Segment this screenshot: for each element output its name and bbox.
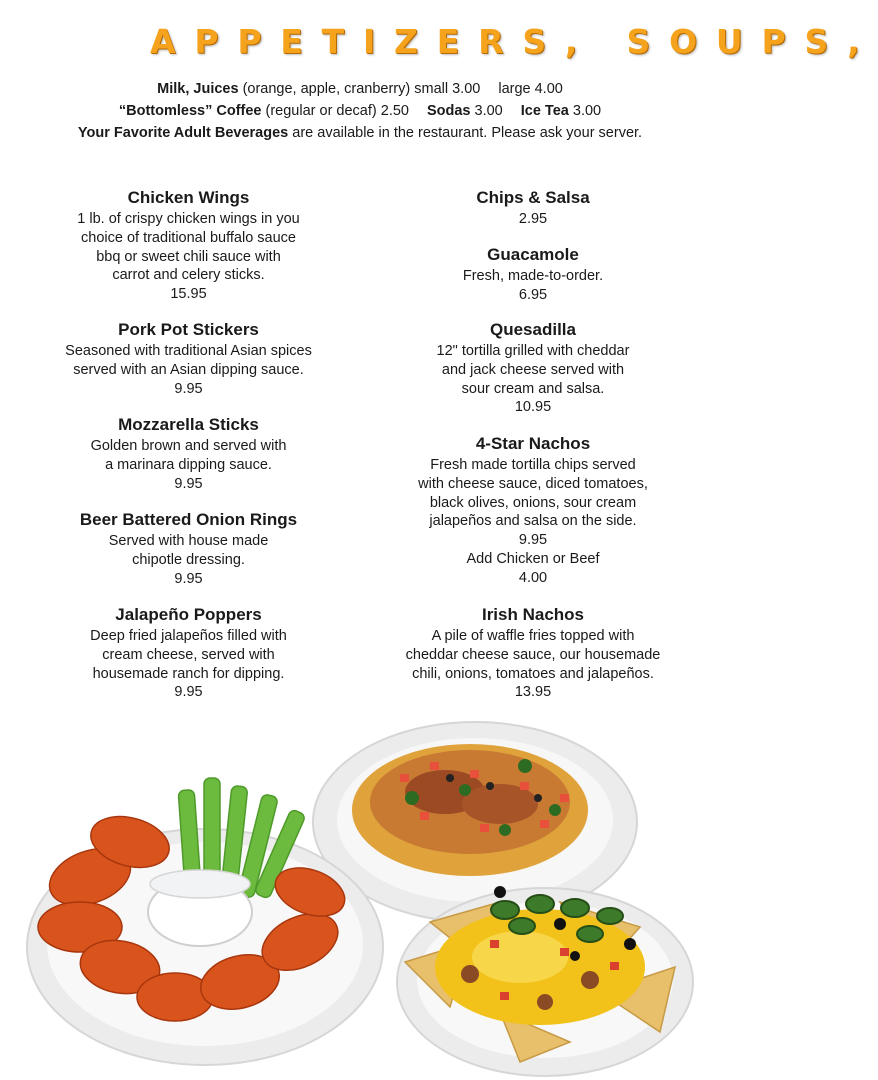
ice-tea-price: 3.00	[568, 103, 602, 119]
coffee-desc: (regular or decaf) 2.50	[261, 103, 409, 119]
item-description: Fresh made tortilla chips served with cheese sauce, diced tomatoes, black olives, onions, sour cream jalapeños and salsa on the side.	[418, 457, 648, 530]
coffee-name: “Bottomless” Coffee	[118, 103, 262, 119]
beverage-line-milk	[0, 78, 720, 100]
item-name: Irish Nachos	[481, 605, 585, 624]
item-price: 2.95	[518, 211, 548, 227]
menu-item-irish-nachos	[380, 603, 686, 702]
beverage-line-coffee	[0, 100, 720, 122]
item-price: 9.95 Add Chicken or Beef 4.00	[466, 532, 600, 586]
item-description: 1 lb. of crispy chicken wings in you choice of traditional buffalo sauce bbq or sweet chili sauce with carrot and celery sticks.	[77, 211, 300, 284]
item-description: Fresh, made-to-order.	[462, 268, 604, 284]
menu-item-mozzarella-sticks	[36, 413, 341, 493]
beverage-line-adult	[0, 122, 720, 144]
ice-tea-name: Ice Tea	[520, 103, 569, 119]
beverages-section	[0, 78, 720, 144]
menu-item-onion-rings	[36, 508, 341, 588]
menu-item-4-star-nachos	[380, 432, 686, 588]
item-name: Beer Battered Onion Rings	[79, 510, 298, 529]
item-description: Seasoned with traditional Asian spices served with an Asian dipping sauce.	[65, 343, 312, 378]
sodas-price: 3.00	[470, 103, 503, 119]
item-description: A pile of waffle fries topped with cheddar cheese sauce, our housemade chili, onions, tomatoes and jalapeños.	[405, 628, 661, 682]
item-price: 9.95	[174, 570, 203, 587]
milk-juices-desc: (orange, apple, cranberry) small 3.00	[238, 81, 481, 97]
menu-item-guacamole	[380, 243, 686, 305]
milk-juices-large-price: large 4.00	[498, 81, 563, 97]
item-name: Chips & Salsa	[476, 188, 590, 207]
menu-item-chips-salsa	[380, 186, 686, 229]
page-title: APPETIZERS, SOUPS,	[150, 22, 878, 61]
item-price: 15.95	[170, 286, 207, 303]
item-name: Jalapeño Poppers	[115, 605, 262, 624]
item-price: 10.95	[514, 399, 552, 416]
item-description: Deep fried jalapeños filled with cream cheese, served with housemade ranch for dipping.	[90, 628, 287, 682]
item-name: Pork Pot Stickers	[118, 320, 259, 339]
item-description: Served with house made chipotle dressing.	[108, 533, 269, 568]
item-description: Golden brown and served with a marinara dipping sauce.	[90, 438, 287, 473]
sodas-name: Sodas	[426, 103, 471, 119]
food-photo	[0, 712, 720, 1080]
adult-beverages-name: Your Favorite Adult Beverages	[77, 125, 289, 141]
item-name: 4-Star Nachos	[475, 434, 591, 453]
item-price: 6.95	[518, 286, 548, 303]
menu-item-pork-pot-stickers	[36, 318, 341, 398]
item-price: 13.95	[514, 684, 552, 701]
nachos-plate	[397, 886, 693, 1076]
menu-item-chicken-wings	[36, 186, 341, 304]
item-price: 9.95	[174, 475, 203, 492]
item-price: 9.95	[174, 684, 203, 701]
menu-item-jalapeno-poppers	[36, 603, 341, 702]
item-name: Quesadilla	[490, 320, 576, 339]
item-price: 9.95	[174, 380, 203, 397]
menu-item-quesadilla	[380, 318, 686, 417]
item-name: Chicken Wings	[127, 188, 250, 207]
item-description: 12" tortilla grilled with cheddar and jack cheese served with sour cream and salsa.	[436, 343, 630, 397]
milk-juices-name: Milk, Juices	[157, 81, 239, 97]
item-name: Guacamole	[487, 245, 579, 264]
adult-beverages-desc: are available in the restaurant. Please ask your server.	[288, 125, 643, 141]
item-name: Mozzarella Sticks	[118, 415, 259, 434]
